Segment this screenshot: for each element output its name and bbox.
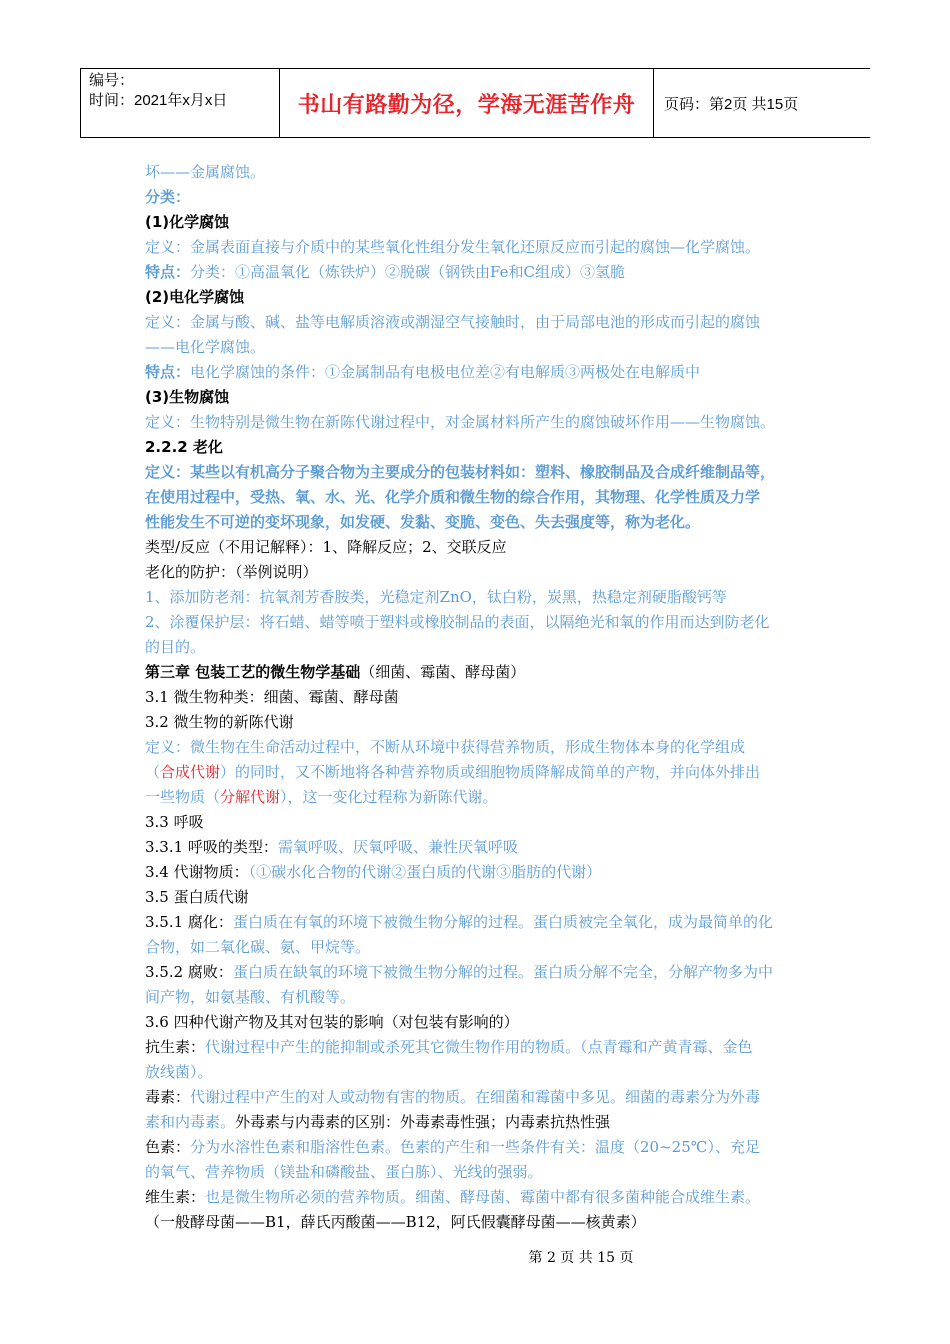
text-line bbox=[145, 910, 815, 935]
text-line bbox=[145, 1085, 815, 1110]
text-segment: 特点： bbox=[145, 363, 191, 381]
text-segment: 间产物，如氨基酸、有机酸等。 bbox=[145, 988, 356, 1006]
page-footer bbox=[0, 1247, 950, 1267]
text-segment: 蛋白质在缺氧的环境下被微生物分解的过程。蛋白质分解不完全，分解产物多为中 bbox=[232, 963, 773, 981]
text-line bbox=[145, 810, 815, 835]
text-line bbox=[145, 985, 815, 1010]
text-line bbox=[145, 185, 815, 210]
text-segment: 性能发生不可逆的变坏现象，如发硬、发黏、变脆、变色、失去强度等，称为老化。 bbox=[145, 513, 701, 531]
text-segment: 3.5.2 腐败： bbox=[145, 963, 233, 981]
text-segment: (3)生物腐蚀 bbox=[145, 388, 230, 406]
text-line bbox=[145, 1110, 815, 1135]
text-line bbox=[145, 960, 815, 985]
text-line bbox=[145, 1060, 815, 1085]
time-label: 时间：2021年x月x日 bbox=[89, 92, 228, 109]
text-segment: 维生素： bbox=[145, 1188, 206, 1206]
text-segment: 定义：生物特别是微生物在新陈代谢过程中，对金属材料所产生的腐蚀破坏作用——生物腐蚀。 bbox=[145, 413, 776, 431]
text-line bbox=[145, 635, 815, 660]
text-line bbox=[145, 210, 815, 235]
text-segment: 3.4 代谢物质： bbox=[145, 863, 249, 881]
text-segment: 的氧气、营养物质（镁盐和磷酸盐、蛋白胨）、光线的强弱。 bbox=[145, 1163, 543, 1181]
text-line bbox=[145, 560, 815, 585]
text-segment: 3.3 呼吸 bbox=[145, 813, 204, 831]
text-line bbox=[145, 585, 815, 610]
text-line bbox=[145, 460, 815, 485]
text-segment: 毒素： bbox=[145, 1088, 191, 1106]
text-segment: 定义：某些以有机高分子聚合物为主要成分的包装材料如：塑料、橡胶制品及合成纤维制品等， bbox=[145, 463, 776, 481]
text-segment: 的目的。 bbox=[145, 638, 206, 656]
text-segment: 素和内毒素。 bbox=[145, 1113, 236, 1131]
text-segment: （一般酵母菌——B1，薛氏丙酸菌——B12，阿氏假囊酵母菌——核黄素） bbox=[145, 1213, 646, 1231]
header-meta-cell bbox=[80, 69, 280, 137]
text-line bbox=[145, 760, 815, 785]
text-line bbox=[145, 285, 815, 310]
text-line bbox=[145, 1035, 815, 1060]
text-segment: 在使用过程中，受热、氧、水、光、化学介质和微生物的综合作用，其物理、化学性质及力学 bbox=[145, 488, 761, 506]
text-segment: （细菌、霉菌、酵母菌） bbox=[360, 663, 526, 681]
text-segment: （ bbox=[145, 763, 161, 781]
text-segment: 需氧呼吸、厌氧呼吸、兼性厌氧呼吸 bbox=[277, 838, 518, 856]
text-line bbox=[145, 235, 815, 260]
text-segment: 定义：金属与酸、碱、盐等电解质溶液或潮湿空气接触时，由于局部电池的形成而引起的腐蚀 bbox=[145, 313, 761, 331]
text-line bbox=[145, 785, 815, 810]
text-segment: 特点： bbox=[145, 263, 191, 281]
text-segment: 3.5.1 腐化： bbox=[145, 913, 233, 931]
text-line bbox=[145, 510, 815, 535]
text-segment: 分类：①高温氧化（炼铁炉）②脱碳（钢铁由Fe和C组成）③氢脆 bbox=[190, 263, 625, 281]
page-number-label: 页码：第2页 共15页 bbox=[664, 95, 799, 113]
text-line bbox=[145, 710, 815, 735]
text-line bbox=[145, 310, 815, 335]
text-segment: 定义：金属表面直接与介质中的某些氧化性组分发生氧化还原反应而引起的腐蚀—化学腐蚀。 bbox=[145, 238, 761, 256]
text-segment: 类型/反应（不用记解释）：1、降解反应；2、交联反应 bbox=[145, 538, 507, 556]
text-line bbox=[145, 1160, 815, 1185]
text-line bbox=[145, 685, 815, 710]
text-line bbox=[145, 160, 815, 185]
text-line bbox=[145, 935, 815, 960]
text-segment: （①碳水化合物的代谢②蛋白质的代谢③脂肪的代谢） bbox=[248, 863, 602, 881]
text-line bbox=[145, 1210, 815, 1235]
text-segment: 定义：微生物在生命活动过程中，不断从环境中获得营养物质，形成生物体本身的化学组成 bbox=[145, 738, 746, 756]
text-segment: 分为水溶性色素和脂溶性色素。色素的产生和一些条件有关：温度（20~25℃）、充足 bbox=[190, 1138, 761, 1156]
text-segment: 2、涂覆保护层：将石蜡、蜡等喷于塑料或橡胶制品的表面，以隔绝光和氧的作用而达到防老化 bbox=[145, 613, 770, 631]
text-segment: ）的同时，又不断地将各种营养物质或细胞物质降解成简单的产物，并向体外排出 bbox=[220, 763, 761, 781]
text-line bbox=[145, 360, 815, 385]
text-segment: (2)电化学腐蚀 bbox=[145, 288, 245, 306]
text-segment: 3.6 四种代谢产物及其对包装的影响（对包装有影响的） bbox=[145, 1013, 519, 1031]
text-segment: 合成代谢 bbox=[160, 763, 221, 781]
text-segment: 也是微生物所必须的营养物质。细菌、酵母菌、霉菌中都有很多菌种能合成维生素。 bbox=[205, 1188, 761, 1206]
text-line bbox=[145, 885, 815, 910]
text-segment: 电化学腐蚀的条件：①金属制品有电极电位差②有电解质③两极处在电解质中 bbox=[190, 363, 701, 381]
text-segment: 分类： bbox=[145, 188, 191, 206]
text-segment: 合物，如二氧化碳、氨、甲烷等。 bbox=[145, 938, 371, 956]
text-line bbox=[145, 385, 815, 410]
text-line bbox=[145, 735, 815, 760]
text-line bbox=[145, 535, 815, 560]
text-segment: 3.1 微生物种类：细菌、霉菌、酵母菌 bbox=[145, 688, 399, 706]
text-segment: 分解代谢 bbox=[220, 788, 281, 806]
text-line bbox=[145, 335, 815, 360]
text-segment: 代谢过程中产生的对人或动物有害的物质。在细菌和霉菌中多见。细菌的毒素分为外毒 bbox=[190, 1088, 761, 1106]
text-line bbox=[145, 260, 815, 285]
page-header bbox=[80, 68, 870, 138]
text-line bbox=[145, 860, 815, 885]
text-line bbox=[145, 1185, 815, 1210]
text-segment: 3.3.1 呼吸的类型： bbox=[145, 838, 278, 856]
text-line bbox=[145, 1135, 815, 1160]
motto: 书山有路勤为径，学海无涯苦作舟 bbox=[297, 92, 636, 118]
text-line bbox=[145, 835, 815, 860]
text-segment: 外毒素与内毒素的区别：外毒素毒性强；内毒素抗热性强 bbox=[235, 1113, 611, 1131]
text-segment: 抗生素： bbox=[145, 1038, 206, 1056]
header-motto-cell bbox=[280, 69, 654, 137]
text-line bbox=[145, 435, 815, 460]
text-segment: 2.2.2 老化 bbox=[145, 438, 223, 456]
text-segment: 代谢过程中产生的能抑制或杀死其它微生物作用的物质。（点青霉和产黄青霉、金色 bbox=[205, 1038, 753, 1056]
text-segment: 3.2 微生物的新陈代谢 bbox=[145, 713, 294, 731]
text-segment: 一些物质（ bbox=[145, 788, 221, 806]
text-segment: 老化的防护：（举例说明） bbox=[145, 563, 318, 581]
text-segment: 1、添加防老剂：抗氧剂芳香胺类，光稳定剂ZnO，钛白粉，炭黑，热稳定剂硬脂酸钙等 bbox=[145, 588, 727, 606]
text-segment: ——电化学腐蚀。 bbox=[145, 338, 266, 356]
text-segment: 第三章 包装工艺的微生物学基础 bbox=[145, 663, 361, 681]
text-line bbox=[145, 610, 815, 635]
text-segment: 坏——金属腐蚀。 bbox=[145, 163, 266, 181]
text-segment: 3.5 蛋白质代谢 bbox=[145, 888, 249, 906]
text-line bbox=[145, 1010, 815, 1035]
footer-page-number: 第 2 页 共 15 页 bbox=[528, 1250, 634, 1266]
number-label: 编号： bbox=[89, 72, 135, 89]
text-segment: ），这一变化过程称为新陈代谢。 bbox=[280, 788, 498, 806]
text-segment: 放线菌）。 bbox=[145, 1063, 213, 1081]
header-page-cell bbox=[654, 69, 870, 137]
text-segment: 蛋白质在有氧的环境下被微生物分解的过程。蛋白质被完全氧化，成为最简单的化 bbox=[232, 913, 773, 931]
document-body bbox=[145, 160, 815, 1235]
text-segment: (1)化学腐蚀 bbox=[145, 213, 230, 231]
text-line bbox=[145, 485, 815, 510]
text-line bbox=[145, 410, 815, 435]
text-segment: 色素： bbox=[145, 1138, 191, 1156]
text-line bbox=[145, 660, 815, 685]
